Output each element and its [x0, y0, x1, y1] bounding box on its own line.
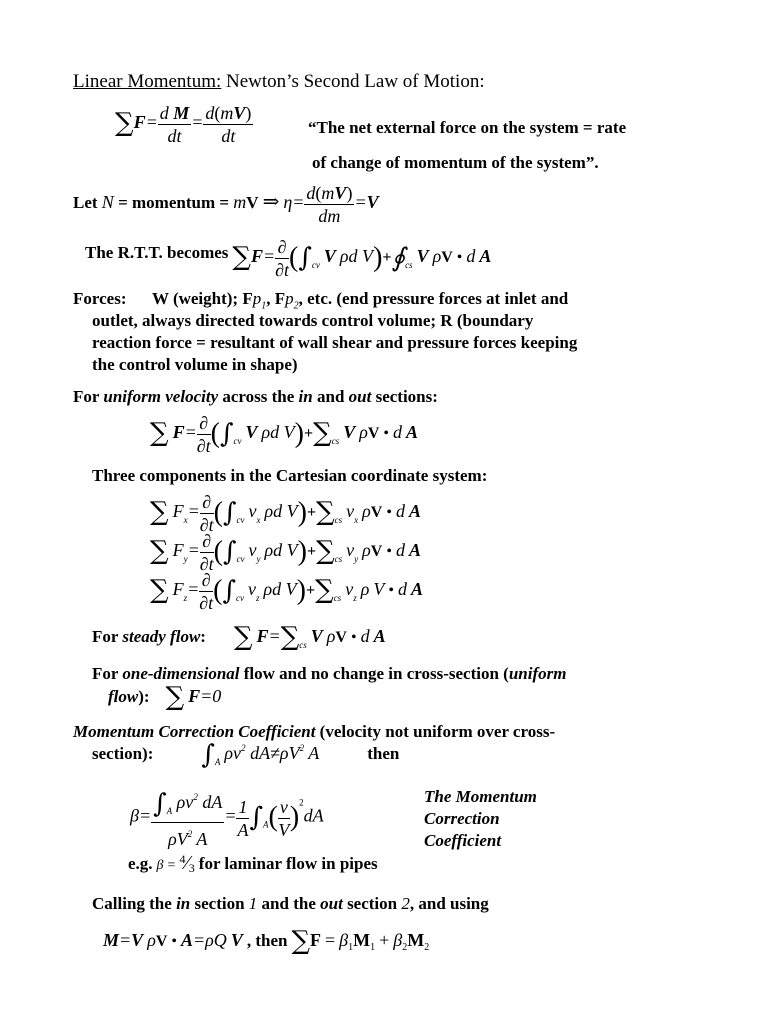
calling-line: Calling the in section 1 and the out section 2, and using [92, 894, 489, 913]
example-line: e.g. β = $^4$⁄3 for laminar flow in pipes [128, 852, 378, 875]
title-underlined: Linear Momentum: [73, 71, 222, 92]
mcc-label-line-2: Correction [424, 809, 500, 828]
page-title [73, 71, 485, 93]
steady-flow-line: For steady flow: ∑ $F=\sum_{cs}$ V ρV • d A [92, 622, 386, 652]
forces-line-4: the control volume in shape) [92, 355, 298, 374]
forces-line-1: Forces: W (weight); $Fp_1$, $Fp_2$, etc. (end pressure forces at inlet and [73, 289, 569, 312]
z-component-equation: ∑ $F_z=$ $\frac{\partial}{\partial t}$ ($\int_{cv}$ $v_z$ ρd $V)+\sum_{cs}$ $v_z$ ρ V • d A [150, 570, 423, 613]
let-text: = momentum = [113, 193, 234, 213]
momentum-definition: Let N = momentum = mV ⇒ η= $\frac{d(mV)}{dm}$ =V [73, 183, 379, 226]
title-rest: Newton’s Second Law of Motion [221, 71, 480, 92]
mcc-label [424, 786, 537, 852]
rtt-label: The R.T.T. becomes [85, 243, 229, 263]
mcc-line-2: section): $\int_A$ $\rho v^2$ $dA\ne\rho V^2$ A then [92, 740, 400, 770]
beta-equation: β= $\frac{\int_A \rho v^2 dA}{\rho V^2 A}$ = $\frac{1}{A}$ $\int_A$( $\frac{v}{V}$ )$^2$dA [130, 786, 324, 850]
title-colon: : [479, 71, 485, 92]
quote-line-1: “The net external force on the system = rate [308, 118, 627, 137]
rtt-equation: The R.T.T. becomes ∑F= $\frac{\partial}{\partial t}$ ($\int_{cv}$ V ρd $V)+∮_{cs}$ V ρV • d A [85, 237, 492, 280]
cartesian-label: Three components in the Cartesian coordinate system: [92, 466, 488, 485]
one-dimensional-line-2: flow): ∑ F=0 [108, 682, 222, 712]
y-component-equation: ∑ $F_y=$ $\frac{\partial}{\partial t}$ ($\int_{cv}$ $v_y$ ρd $V)+\sum_{cs}$ $v_y$ ρV • d A [150, 531, 421, 574]
forces-line-2: outlet, always directed towards control volume; R (boundary [92, 311, 534, 330]
final-equation: M=V ρV • A=ρQ V , then $\sum F = \beta_1M_1 + \beta_2M_2$ [103, 926, 430, 956]
x-component-equation: ∑ $F_x=$ $\frac{\partial}{\partial t}$ ($\int_{cv}$ $v_x$ ρd $V)+\sum_{cs}$ $v_x$ ρV • d A [150, 492, 421, 535]
mcc-line-1: Momentum Correction Coefficient (velocity not uniform over cross- [73, 722, 556, 741]
let-prefix: Let [73, 193, 102, 213]
forces-label: Forces: [73, 289, 127, 308]
forces-line-3: reaction force = resultant of wall shear and pressure forces keeping [92, 333, 578, 352]
mcc-label-line-1: The Momentum [424, 787, 537, 806]
uniform-velocity-line: For uniform velocity across the in and out sections: [73, 387, 438, 406]
newton-second-law-equation: ∑F= $\frac{\text{d M}}{dt}$ = $\frac{d(mV)}{dt}$ [115, 103, 252, 146]
quote-line-2: of change of momentum of the system”. [312, 153, 599, 172]
mcc-label-line-3: Coefficient [424, 831, 502, 850]
uniform-velocity-equation: ∑ F= $\frac{\partial}{\partial t}$ ($\int_{cv}$ V ρd $V)+\sum_{cs}$ V ρV • d A [150, 413, 419, 456]
one-dimensional-line-1: For one-dimensional flow and no change in cross-section (uniform [92, 664, 567, 683]
